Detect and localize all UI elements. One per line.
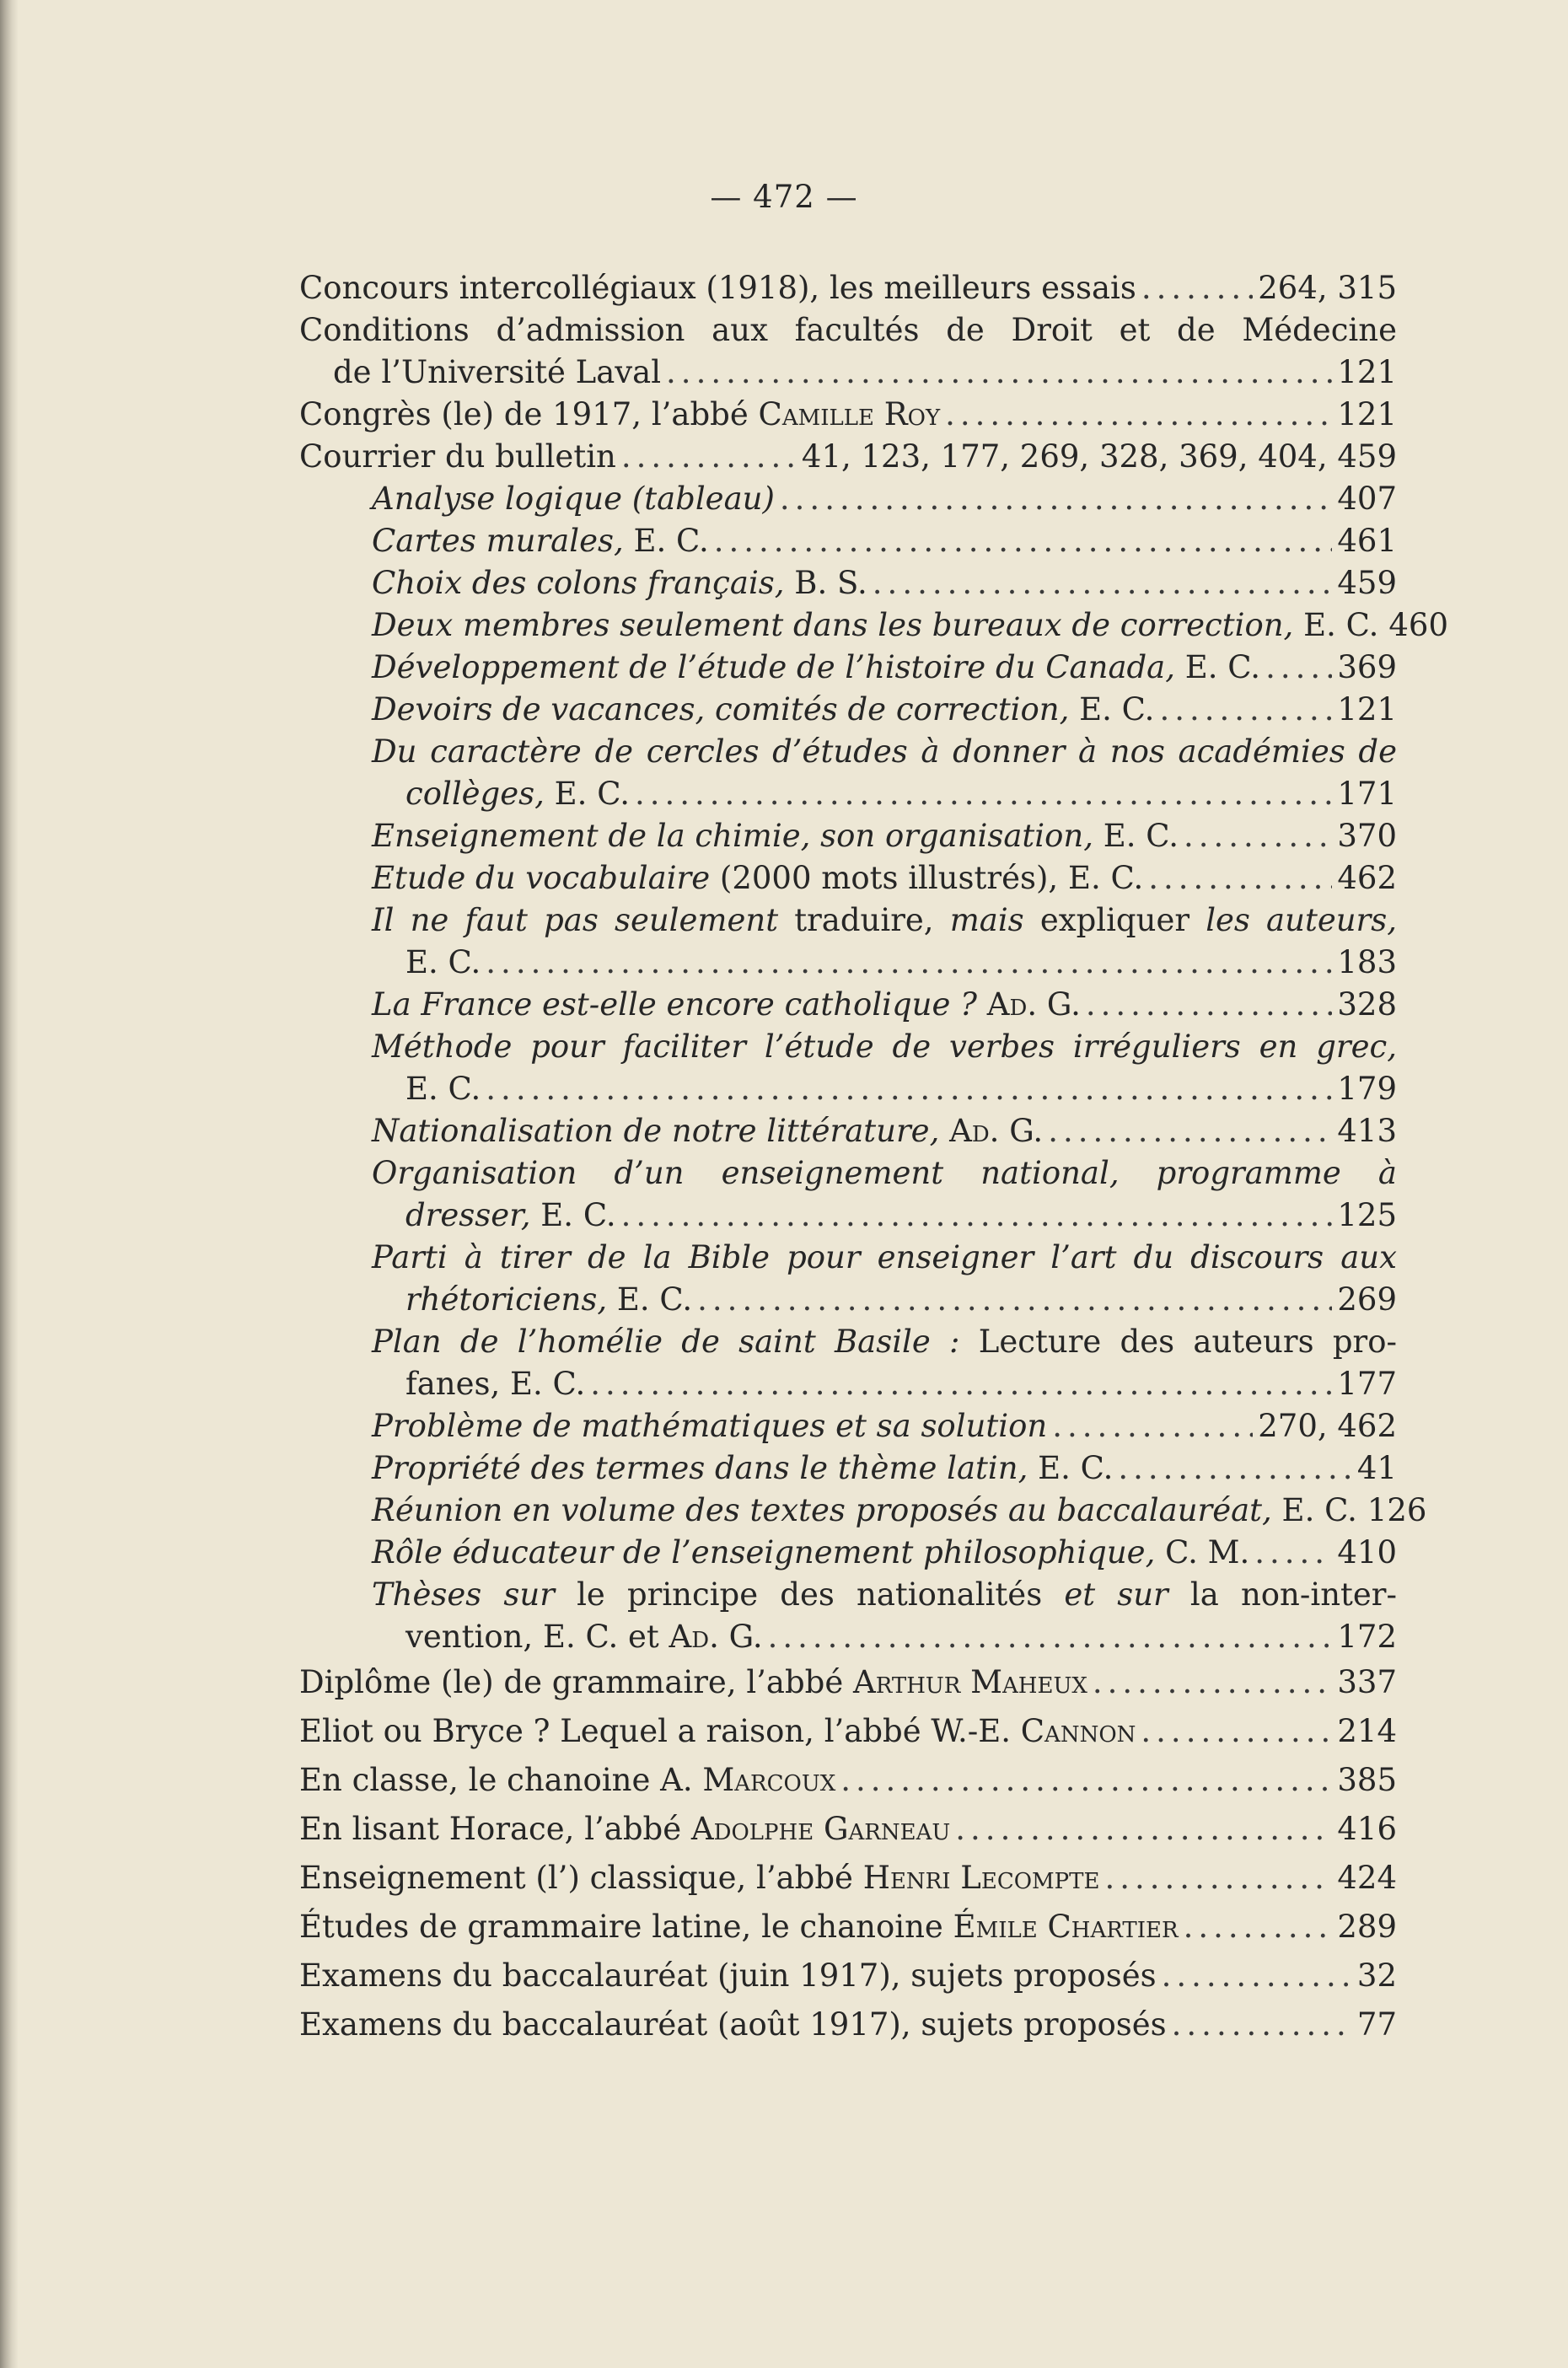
- leader-dots: [945, 394, 1332, 436]
- page-refs: 413: [1337, 1113, 1397, 1149]
- page-refs: 32: [1356, 1957, 1397, 1994]
- page-refs: 121: [1337, 396, 1397, 432]
- author-name: Arthur Maheux: [853, 1664, 1087, 1700]
- leader-dots: [486, 942, 1332, 984]
- author-initials: E. C.: [530, 1197, 616, 1233]
- entry-title: Conditions d’admission aux facultés de Droit et de Médecine: [299, 312, 1397, 348]
- leader-dots: [1162, 1952, 1352, 2000]
- author-initials: B. S.: [784, 565, 867, 601]
- leader-dots: [1141, 267, 1253, 309]
- index-entry: Enseignement (l’) classique, l’abbé Henri Lecompte ..... 424: [299, 1854, 1397, 1903]
- sub-entry: [299, 478, 1397, 520]
- entry-title: Congrès (le) de 1917, l’abbé Camille Roy: [299, 396, 941, 432]
- index-entry: En classe, le chanoine A. Marcoux ..... 385: [299, 1756, 1397, 1805]
- leader-dots: [1148, 857, 1332, 899]
- page-refs: 337: [1337, 1664, 1397, 1700]
- author-name: Henri Lecompte: [862, 1860, 1100, 1896]
- page-refs: 41: [1356, 1450, 1397, 1486]
- page-refs: 416: [1337, 1811, 1397, 1847]
- author-name: Émile Chartier: [953, 1909, 1179, 1945]
- page-refs: 183: [1337, 944, 1397, 980]
- author-initials: E. C.: [1069, 691, 1155, 728]
- leader-dots: [621, 1195, 1333, 1237]
- page-refs: 461: [1337, 523, 1397, 559]
- sub-entry: [299, 1447, 1397, 1490]
- page-refs: 289: [1337, 1909, 1397, 1945]
- index-entry: Eliot ou Bryce ? Lequel a raison, l’abbé W.-E. Cannon ..... 214: [299, 1707, 1397, 1756]
- page-refs: 172: [1337, 1619, 1397, 1655]
- leader-dots: [1105, 1854, 1333, 1903]
- article-title-cont: dresser,: [405, 1197, 531, 1233]
- page-number: — 472 —: [710, 179, 858, 215]
- article-title: Choix des colons français,: [372, 565, 785, 601]
- index-entry: [299, 436, 1397, 478]
- article-title: Deux membres seulement dans les bureaux de correction,: [372, 607, 1294, 643]
- page-refs: 177: [1337, 1366, 1397, 1402]
- leader-dots: [780, 478, 1332, 520]
- article-title-cont: collèges,: [405, 776, 545, 812]
- author-name: A. Marcoux: [660, 1762, 836, 1798]
- article-title: Devoirs de vacances, comités de correction,: [372, 691, 1070, 728]
- article-title: Problème de mathématiques et sa solution: [372, 1408, 1048, 1444]
- page-refs: 121: [1337, 691, 1397, 728]
- leader-dots: [955, 1805, 1332, 1854]
- page-refs: 424: [1337, 1860, 1397, 1896]
- leader-dots: [590, 1363, 1332, 1405]
- sub-entry: [299, 1490, 1427, 1532]
- page-refs: 407: [1337, 481, 1397, 517]
- page-refs: 385: [1337, 1762, 1397, 1798]
- sub-entry: [299, 984, 1397, 1026]
- page-refs: 369: [1337, 649, 1397, 685]
- author-initials: E. C.: [1093, 818, 1179, 854]
- leader-dots: [635, 773, 1332, 815]
- author-initials: E. C.: [1028, 1450, 1114, 1486]
- author-initials: E. C.: [544, 776, 630, 812]
- page-refs: 269: [1337, 1281, 1397, 1318]
- leader-dots: [621, 436, 797, 478]
- article-title: Organisation d’un enseignement national, programme à: [372, 1155, 1397, 1191]
- author-initials: C. M.: [1155, 1534, 1250, 1571]
- leader-dots: [666, 352, 1332, 394]
- leader-dots: [1086, 984, 1333, 1026]
- article-title: Nationalisation de notre littérature,: [372, 1113, 940, 1149]
- author-initials: E. C.: [1293, 607, 1379, 643]
- page-refs: 41, 123, 177, 269, 328, 369, 404, 459: [801, 438, 1397, 475]
- index-entry: Diplôme (le) de grammaire, l’abbé Arthur Maheux ..... 337: [299, 1658, 1397, 1707]
- leader-dots: [1172, 2000, 1352, 2049]
- author-name: W.-E. Cannon: [931, 1713, 1136, 1749]
- leader-dots: [714, 520, 1333, 562]
- author-initials: E. C.: [405, 944, 481, 980]
- leader-dots: [1159, 689, 1332, 731]
- sub-entry: [299, 604, 1448, 647]
- entry-title: Concours intercollégiaux (1918), les meilleurs essais: [299, 270, 1136, 306]
- page-refs: 77: [1356, 2006, 1397, 2043]
- page-refs: 121: [1337, 354, 1397, 390]
- page-refs: 410: [1337, 1534, 1397, 1571]
- page-refs: 270, 462: [1258, 1408, 1397, 1444]
- page-refs: 460: [1388, 607, 1448, 643]
- sub-entry: [299, 815, 1397, 857]
- sub-entry: [299, 1532, 1397, 1574]
- sub-entry: [299, 1237, 1397, 1321]
- leader-dots: [1254, 1532, 1332, 1574]
- sub-entry: [299, 857, 1397, 899]
- page-refs: 126: [1367, 1492, 1427, 1528]
- leader-dots: [1184, 815, 1332, 857]
- leader-dots: [1048, 1110, 1332, 1152]
- author-initials: E. C.: [607, 1281, 693, 1318]
- author-initials: E. C.: [1271, 1492, 1357, 1528]
- leader-dots: [486, 1068, 1332, 1110]
- index-entry: Examens du baccalauréat (juin 1917), sujets proposés ..... 32: [299, 1952, 1397, 2000]
- author-initials: (2000 mots illustrés), E. C.: [710, 860, 1144, 896]
- article-title: Rôle éducateur de l’enseignement philosophique,: [372, 1534, 1156, 1571]
- author-initials: E. C.: [405, 1071, 481, 1107]
- index-entry: [299, 309, 1397, 394]
- index-list: [299, 267, 1448, 2049]
- index-entry: Examens du baccalauréat (août 1917), sujets proposés ..... 77: [299, 2000, 1397, 2049]
- article-title: Réunion en volume des textes proposés au baccalauréat,: [372, 1492, 1272, 1528]
- sub-entry: [299, 1110, 1397, 1152]
- author-name: Camille Roy: [758, 396, 941, 432]
- page-refs: 214: [1337, 1713, 1397, 1749]
- page-refs: 171: [1337, 776, 1397, 812]
- entry-title: Courrier du bulletin: [299, 438, 616, 475]
- leader-dots: [1184, 1903, 1333, 1952]
- leader-dots: [1265, 647, 1332, 689]
- page-refs: 459: [1337, 565, 1397, 601]
- sub-entry: [299, 562, 1397, 604]
- leader-dots: [1093, 1658, 1333, 1707]
- article-title: Etude du vocabulaire: [372, 860, 711, 896]
- sub-entry: Il ne faut pas seulement traduire, mais expliquer les auteurs, E. C. ..... 183: [299, 899, 1397, 984]
- leader-dots: [1118, 1447, 1352, 1490]
- article-title: Enseignement de la chimie, son organisation,: [372, 818, 1093, 854]
- article-title: Méthode pour faciliter l’étude de verbes irréguliers en grec,: [372, 1028, 1397, 1065]
- article-title: Propriété des termes dans le thème latin,: [372, 1450, 1028, 1486]
- author-name: Ad. G.: [669, 1619, 763, 1655]
- leader-dots: [1141, 1707, 1332, 1756]
- page-refs: 370: [1337, 818, 1397, 854]
- article-title: Développement de l’étude de l’histoire du Canada,: [372, 649, 1176, 685]
- leader-dots: [840, 1756, 1332, 1805]
- entry-title-cont: de l’Université Laval: [333, 354, 662, 390]
- sub-entry: [299, 520, 1397, 562]
- article-title: La France est-elle encore catholique ?: [372, 986, 977, 1023]
- article-title: Du caractère de cercles d’études à donner à nos académies de: [372, 733, 1397, 770]
- leader-dots: [873, 562, 1333, 604]
- author-name: Adolphe Garneau: [690, 1811, 951, 1847]
- author-name: Ad. G.: [949, 1113, 1044, 1149]
- index-entry: Études de grammaire latine, le chanoine Émile Chartier ..... 289: [299, 1903, 1397, 1952]
- author-initials: E. C.: [623, 523, 709, 559]
- page-refs: 125: [1337, 1197, 1397, 1233]
- article-title-cont: rhétoriciens,: [405, 1281, 608, 1318]
- sub-entry: [299, 689, 1397, 731]
- leader-dots: [1052, 1405, 1253, 1447]
- page-refs: 462: [1337, 860, 1397, 896]
- sub-entry: [299, 1152, 1397, 1237]
- page-refs: 264, 315: [1258, 270, 1397, 306]
- sub-entry: [299, 731, 1397, 815]
- sub-entry: [299, 1026, 1397, 1110]
- sub-entry: [299, 1405, 1397, 1447]
- index-entry: En lisant Horace, l’abbé Adolphe Garneau ..... 416: [299, 1805, 1397, 1854]
- author-name: Ad. G.: [986, 986, 1081, 1023]
- article-title: Parti à tirer de la Bible pour enseigner l’art du discours aux: [372, 1239, 1397, 1275]
- index-entry: [299, 267, 1397, 309]
- index-entry: [299, 394, 1397, 436]
- page-refs: 179: [1337, 1071, 1397, 1107]
- leader-dots: [768, 1616, 1333, 1658]
- article-title: Plan de l’homélie de saint Basile :: [372, 1324, 960, 1360]
- article-title: Cartes murales,: [372, 523, 624, 559]
- leader-dots: [697, 1279, 1332, 1321]
- page-refs: 328: [1337, 986, 1397, 1023]
- sub-entry: Plan de l’homélie de saint Basile : Lecture des auteurs pro- fanes, E. C. ..... 177: [299, 1321, 1397, 1405]
- author-initials: E. C.: [1175, 649, 1261, 685]
- article-title: Analyse logique (tableau): [372, 481, 775, 517]
- sub-entry: Thèses sur le principe des nationalités et sur la non-inter- vention, E. C. et Ad. G. ..... 172: [299, 1574, 1397, 1658]
- sub-entry: [299, 647, 1397, 689]
